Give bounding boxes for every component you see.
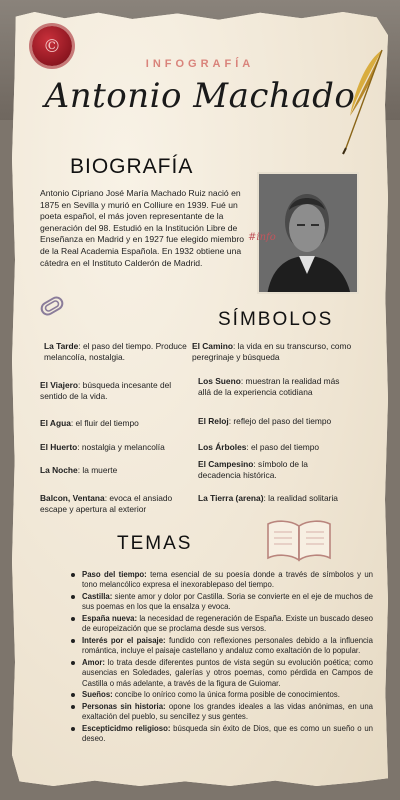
tema-item: Castilla: siente amor y dolor por Castilla. Soria se convierte en el eje de muchos de sus poemas en los que la ensalza y evoca. [82, 592, 373, 612]
temas-list [80, 570, 373, 746]
page-title: Antonio Machado [44, 76, 356, 116]
info-tag: #info [248, 232, 276, 243]
tema-item: Sueños: concibe lo onírico como la única forma posible de conocimientos. [80, 690, 373, 700]
biografia-heading: BIOGRAFÍA [70, 155, 194, 178]
simbolo-item: El Camino: la vida en su transcurso, como peregrinaje y búsqueda [192, 341, 352, 363]
simbolo-item: El Agua: el fluir del tiempo [40, 418, 139, 428]
simbolo-item: El Reloj: reflejo del paso del tiempo [198, 416, 332, 426]
tema-item: Escepticidmo religioso: búsqueda sin éxito de Dios, que es como un sueño o un deseo. [82, 724, 373, 744]
temas-heading: TEMAS [117, 533, 193, 554]
simbolo-item: Los Árboles: el paso del tiempo [198, 442, 320, 452]
open-book-icon [264, 516, 334, 564]
simbolo-item: La Tarde: el paso del tiempo. Produce melancolía, nostalgia. [44, 341, 187, 363]
simbolo-item: Balcon, Ventana: evoca el ansiado escape y apertura al exterior [40, 493, 173, 515]
quill-icon [338, 46, 388, 156]
tema-item: Amor: lo trata desde diferentes puntos de vista según su evolución poética; como ausencias en Soledades, galerías y otros poemas, como pérdida en Campos de Castilla o más adelante, a través de la figura de Guiomar. [82, 658, 373, 688]
simbolo-item: El Huerto: nostalgia y melancolía [40, 442, 165, 452]
kicker-label: INFOGRAFÍA [145, 58, 255, 70]
tema-item: Paso del tiempo: tema esencial de su poesía donde a través de símbolos y un tono melancólico expresa el inexorablepaso del tiempo. [82, 570, 374, 590]
biografia-text: Antonio Cipriano José María Machado Ruiz nació en 1875 en Sevilla y murió en Colliure en 1939. Fué un poeta español, el más joven representante de la generación del 98. Estudió en la Institución Libre de Enseñanza en Madrid y en 1927 fue elegido miembro de la Real Academia Española. En 1932 obtiene una cátedra en el Instituto Calderón de Madrid. [40, 188, 244, 268]
seal-glyph: © [43, 35, 61, 57]
simbolo-item: El Campesino: símbolo de la decadencia histórica. [198, 459, 308, 481]
tema-item: España nueva: la necesidad de regeneración de España. Existe un buscado deseo de europeización que se proclama desde sus versos. [82, 614, 374, 634]
simbolos-heading: SÍMBOLOS [218, 309, 334, 330]
paperclip-icon [38, 294, 66, 318]
simbolo-item: La Noche: la muerte [40, 465, 118, 475]
simbolo-item: Los Sueno: muestran la realidad más allá de la experiencia cotidiana [198, 376, 340, 398]
simbolo-item: El Viajero: búsqueda incesante del sentido de la vida. [40, 380, 172, 402]
tema-item: Interés por el paisaje: fundido con reflexiones personales debido a la influencia romántica, incluye el paisaje castellano y andaluz como exaltación de lo popular. [82, 636, 373, 656]
tema-item: Personas sin historia: opone los grandes ideales a las vidas anónimas, en una exaltación del pueblo, su sencillez y sus gentes. [82, 702, 373, 722]
simbolo-item: La Tierra (arena): la realidad solitaria [198, 493, 338, 503]
